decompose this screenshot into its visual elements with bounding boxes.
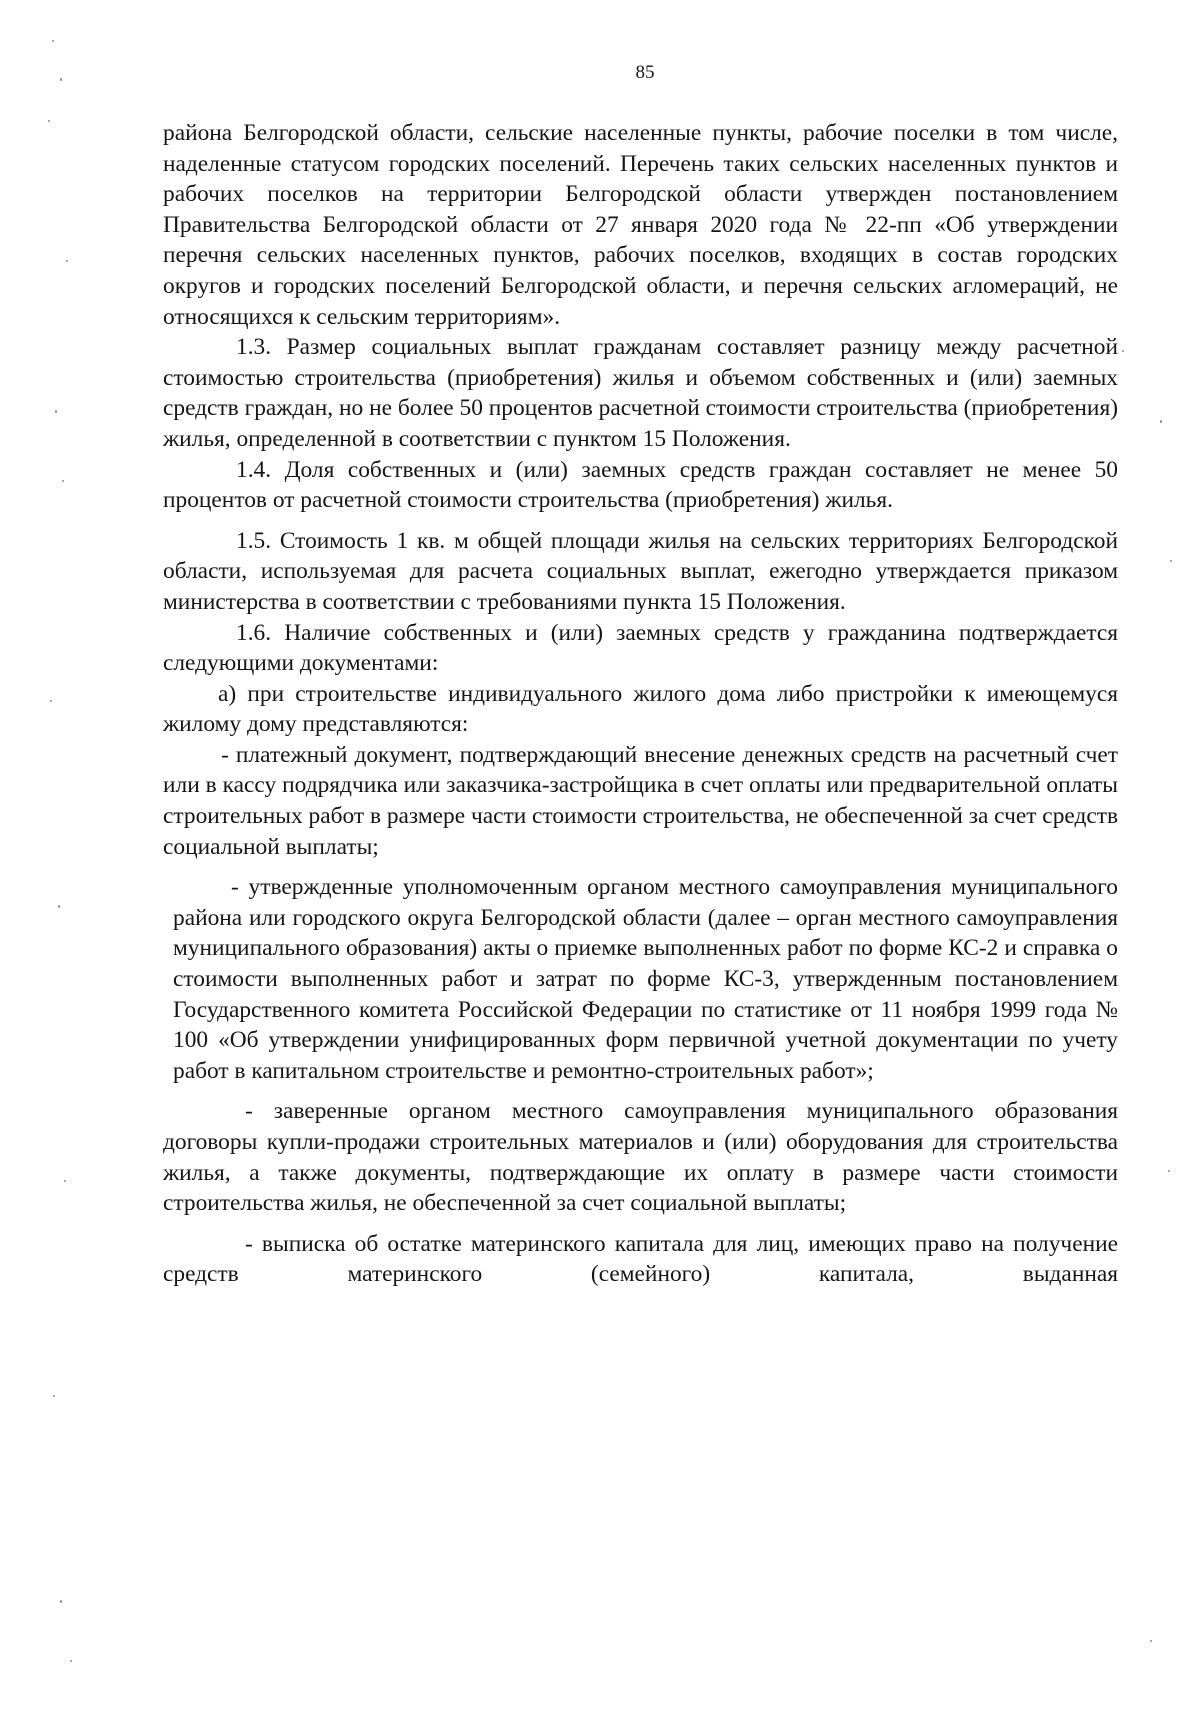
paragraph-dash-maternity-capital: - выписка об остатке материнского капитала для лиц, имеющих право на получение средств материнского (семейного) капитала, выданная bbox=[163, 1230, 1118, 1288]
paragraph-1-5: 1.5. Стоимость 1 кв. м общей площади жилья на сельских территориях Белгородской области, используемая для расчета социальных выплат, ежегодно утверждается приказом министерства в соответствии с требованиями пункта 15 Положения. bbox=[163, 527, 1118, 615]
paragraph-1-4: 1.4. Доля собственных и (или) заемных средств граждан составляет не менее 50 процентов от расчетной стоимости строительства (приобретения) жилья. bbox=[163, 456, 1118, 514]
paragraph-territory-definition: района Белгородской области, сельские населенные пункты, рабочие поселки в том числе, наделенные статусом городских поселений. Перечень таких сельских населенных пунктов и рабочих поселков на территории Белгородской области утвержден постановлением Правительства Белгородской области от 27 января 2020 года № 22-пп «Об утверждении перечня сельских населенных пунктов, рабочих поселков, входящих в состав городских округов и городских поселений Белгородской области, и перечня сельских агломераций, не относящихся к сельским территориям». bbox=[163, 120, 1118, 330]
paragraph-1-3: 1.3. Размер социальных выплат гражданам составляет разницу между расчетной стоимостью строительства (приобретения) жилья и объемом собственных и (или) заемных средств граждан, но не более 50 процентов расчетной стоимости строительства (приобретения) жилья, определенной в соответствии с пунктом 15 Положения. bbox=[163, 334, 1118, 452]
paragraph-1-6: 1.6. Наличие собственных и (или) заемных средств у гражданина подтверждается следующими документами: bbox=[163, 619, 1118, 677]
paragraph-a: а) при строительстве индивидуального жилого дома либо пристройки к имеющемуся жилому дому представляются: bbox=[163, 680, 1118, 738]
page-number: 85 bbox=[635, 62, 655, 83]
paragraph-dash-payment-document: - платежный документ, подтверждающий внесение денежных средств на расчетный счет или в кассу подрядчика или заказчика-застройщика в счет оплаты или предварительной оплаты строительных работ в размере части стоимости строительства, не обеспеченной за счет средств социальной выплаты; bbox=[163, 741, 1119, 860]
paragraph-dash-acceptance-acts: - утвержденные уполномоченным органом местного самоуправления муниципального района или городского округа Белгородской области (далее – орган местного самоуправления муниципального образования) акты о приемке выполненных работ по форме КС-2 и справка о стоимости выполненных работ и затрат по форме КС-3, утвержденным постановлением Государственного комитета Российской Федерации по статистике от 11 ноября 1999 года № 100 «Об утверждении унифицированных форм первичной учетной документации по учету работ в капитальном строительстве и ремонтно-строительных работ»; bbox=[173, 874, 1118, 1084]
paragraph-dash-purchase-contracts: - заверенные органом местного самоуправления муниципального образования договоры купли-продажи строительных материалов и (или) оборудования для строительства жилья, а также документы, подтверждающие их оплату в размере части стоимости строительства жилья, не обеспеченной за счет социальной выплаты; bbox=[163, 1098, 1118, 1217]
document-body bbox=[163, 118, 1118, 1290]
